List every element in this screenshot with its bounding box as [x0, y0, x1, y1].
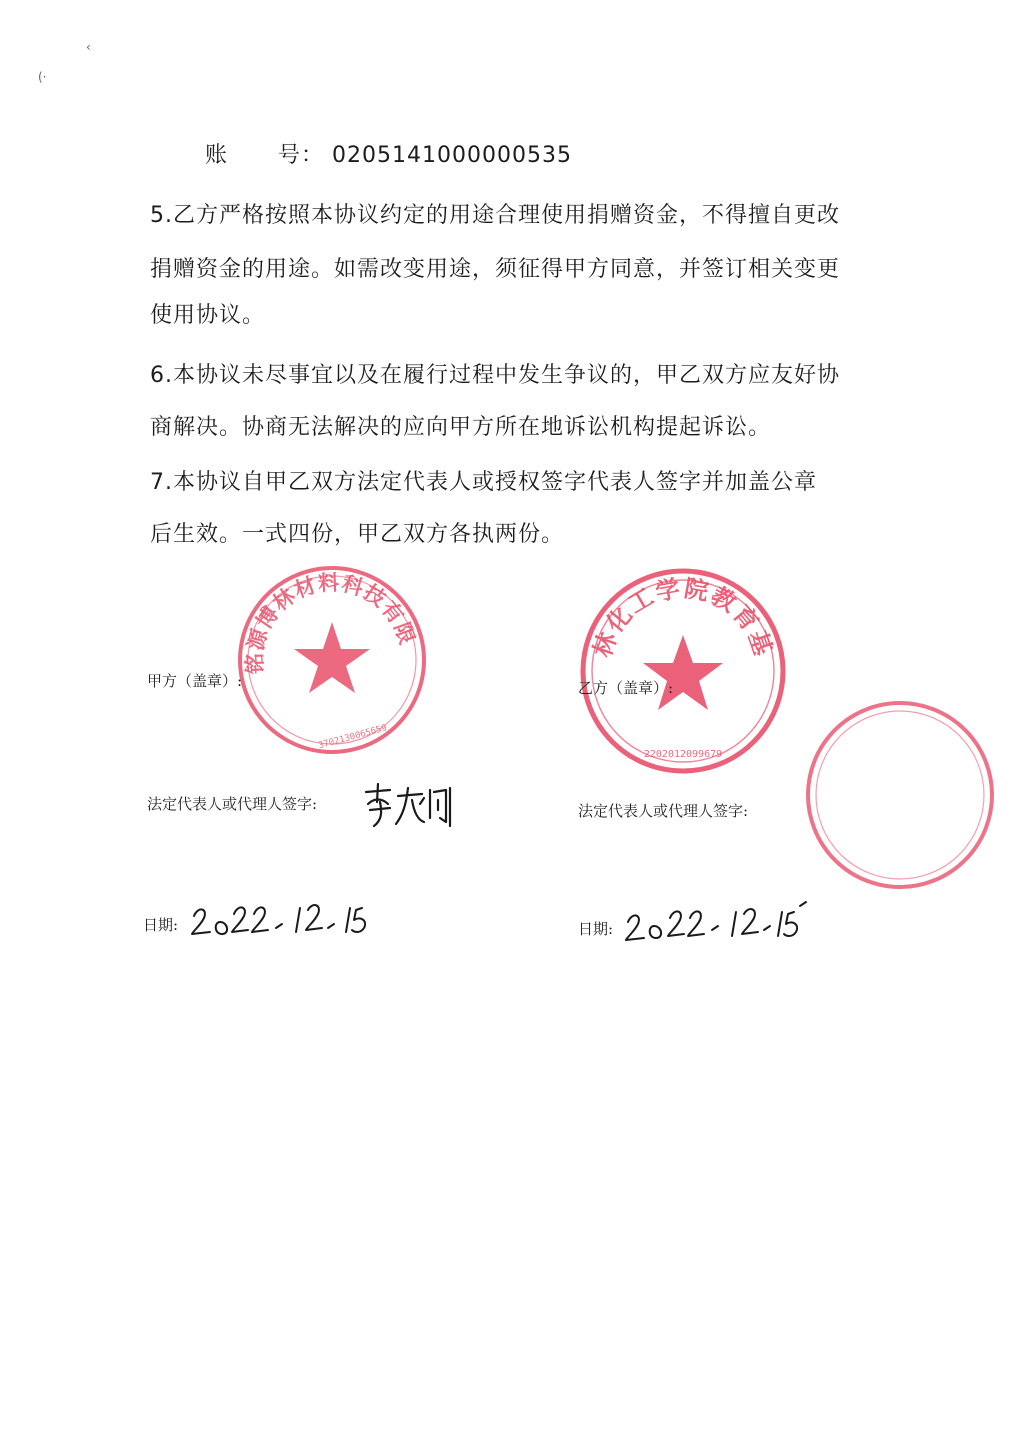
scan-mark: ‹	[86, 40, 91, 54]
clause-5-line-3: 使用协议。	[150, 303, 266, 328]
account-line	[205, 138, 925, 169]
party-b-seal-label: 乙方（盖章）:	[578, 679, 674, 697]
svg-text:3702130065659: 3702130065659	[317, 723, 389, 752]
clause-6-line-2: 商解决。协商无法解决的应向甲方所在地诉讼机构提起诉讼。	[150, 415, 772, 440]
party-b-sign-label: 法定代表人或代理人签字:	[578, 802, 749, 820]
party-a-signature	[362, 782, 454, 830]
svg-text:青岛铭源博林材料科技有限公司: 青岛铭源博林材料科技有限公司	[193, 567, 421, 675]
clause-5-line-2: 捐赠资金的用途。如需改变用途，须征得甲方同意，并签订相关变更	[150, 257, 841, 282]
clause-7-line-2: 后生效。一式四份，甲乙双方各执两份。	[150, 522, 565, 547]
star-icon	[643, 635, 723, 710]
party-a-date-label: 日期:	[143, 916, 179, 934]
star-icon	[294, 622, 370, 693]
party-b-date-label: 日期:	[578, 920, 614, 938]
account-label-left: 账	[205, 143, 229, 168]
partial-seal-edge	[880, 700, 1024, 890]
account-number: 0205141000000535	[332, 143, 572, 168]
party-a-seal-label: 甲方（盖章）:	[147, 672, 243, 690]
clause-5-line-1: 5.乙方严格按照本协议约定的用途合理使用捐赠资金，不得擅自更改	[150, 203, 840, 228]
account-label-right: 号：	[278, 143, 325, 168]
party-b-foundation-seal	[564, 542, 789, 777]
party-b-date-handwritten	[624, 900, 814, 944]
party-a-date-handwritten	[190, 900, 380, 940]
party-a-sign-label: 法定代表人或代理人签字:	[147, 795, 318, 813]
clause-7-line-1: 7.本协议自甲乙双方法定代表人或授权签字代表人签字并加盖公章	[150, 470, 817, 495]
scan-mark: (·	[38, 70, 47, 84]
clause-6-line-1: 6.本协议未尽事宜以及在履行过程中发生争议的，甲乙双方应友好协	[150, 363, 840, 388]
svg-text:2202012099679: 2202012099679	[643, 749, 723, 760]
svg-text:吉林化工学院教育基金会: 吉林化工学院教育基金会	[564, 542, 779, 661]
